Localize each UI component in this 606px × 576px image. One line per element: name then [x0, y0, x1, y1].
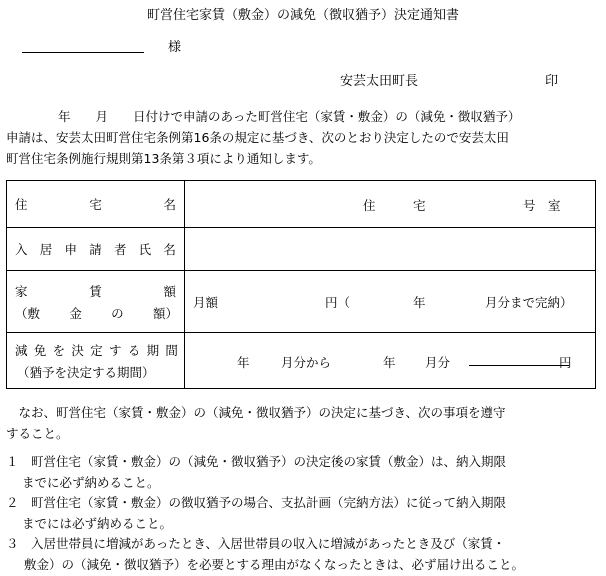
deposit-label-part: 金: [69, 305, 82, 321]
period-label-char: 間: [165, 342, 178, 358]
notes-section: [6, 403, 524, 575]
rent-label-char: 家: [15, 283, 28, 299]
period-label-char: す: [108, 342, 122, 358]
rent-label-char: 賃: [89, 283, 102, 299]
notes-line: なお、町営住宅（家賃・敷金）の（減免・徴収猶予）の決定に基づき、次の事項を遵守: [6, 405, 506, 420]
notes-item-1-cont: までに必ず納めること。: [22, 474, 160, 490]
period-label-char: を: [52, 342, 66, 358]
notes-item-3-cont: 敷金）の（減免・徴収猶予）を必要とする理由がなくなったときは、必ず届け出ること。: [24, 556, 525, 572]
period-label-cell: [7, 333, 185, 389]
rent-value-cell[interactable]: [185, 271, 596, 333]
decision-table: [6, 180, 596, 389]
period-yen-label: 円: [559, 355, 572, 370]
notes-spacer: [6, 444, 524, 452]
applicant-value-cell[interactable]: [185, 228, 596, 271]
applicant-label-char: 名: [163, 242, 176, 257]
period-label-char: 定: [90, 342, 103, 358]
rent-year-label: 年: [413, 295, 426, 310]
intro-line: 申請は、安芸太田町営住宅条例第16条の規定に基づき、次のとおり決定したので安芸太田: [6, 130, 509, 145]
period-label-char: 決: [71, 342, 84, 358]
notes-line: すること。: [6, 425, 69, 441]
period-label-char: 免: [33, 342, 47, 358]
period-label-char: る: [127, 342, 141, 358]
period-year2-label: 年: [383, 355, 396, 370]
housing-value-left: 住 宅: [363, 198, 426, 213]
issuer-name: 安芸太田町長: [340, 74, 419, 89]
seal-mark: 印: [545, 74, 559, 89]
applicant-label-char: 氏: [138, 242, 152, 257]
rent-row: [7, 271, 596, 333]
notes-item-2: ２ 町営住宅（家賃・敷金）の徴収猶予の場合、支払計画（完納方法）に従って納入期限: [6, 495, 507, 510]
applicant-row: [7, 228, 596, 271]
period-row: [7, 333, 596, 389]
intro-paragraph: [6, 106, 520, 169]
period-label-char: 減: [15, 342, 28, 358]
housing-row: [7, 181, 596, 228]
applicant-label-char: 請: [89, 242, 102, 257]
housing-label-cell: [7, 181, 185, 228]
period-from-label: 月分から: [281, 355, 332, 370]
rent-monthly-label: 月額: [193, 295, 219, 310]
deposit-label-part: （敷: [15, 305, 41, 321]
period-label-char: 期: [146, 342, 160, 358]
deferment-period-label: （猶予を決定する期間）: [17, 364, 155, 380]
deposit-label-part: 額）: [152, 305, 178, 321]
rent-label-char: 額: [163, 283, 176, 299]
period-month-label: 月分: [425, 355, 451, 370]
period-amount-blank[interactable]: [469, 353, 569, 369]
notes-item-1: １ 町営住宅（家賃・敷金）の（減免・徴収猶予）の決定後の家賃（敷金）は、納入期限: [6, 454, 507, 469]
applicant-label-char: 申: [64, 242, 77, 257]
housing-label-char: 住: [15, 197, 28, 212]
notes-item-3: ３ 入居世帯員に増減があったとき、入居世帯員の収入に増減があったとき及び（家賃・: [6, 536, 506, 551]
period-value-cell[interactable]: [185, 333, 596, 389]
document-title: 町営住宅家賃（敷金）の減免（徴収猶予）決定通知書: [146, 8, 459, 23]
period-year1-label: 年: [237, 355, 250, 370]
housing-value-right: 号 室: [523, 198, 561, 213]
rent-paid-until-label: 月分まで完納）: [485, 295, 573, 310]
rent-label-cell: [7, 271, 185, 333]
housing-label-char: 名: [163, 197, 176, 212]
deposit-label-part: の: [111, 305, 124, 321]
addressee-blank-line: [22, 52, 144, 53]
applicant-label-char: 者: [113, 242, 127, 257]
rent-yen-label: 円（: [325, 295, 351, 310]
housing-value-cell[interactable]: [185, 181, 596, 228]
addressee-suffix: 様: [168, 40, 182, 55]
notes-item-2-cont: までには必ず納めること。: [22, 515, 173, 531]
housing-label-char: 宅: [89, 197, 102, 212]
intro-line: 町営住宅条例施行規則第13条第３項により通知します。: [6, 151, 321, 166]
applicant-label-cell: [7, 228, 185, 271]
applicant-label-char: 入: [15, 242, 28, 257]
intro-line: 年 月 日付けで申請のあった町営住宅（家賃・敷金）の（減免・徴収猶予）: [58, 109, 521, 124]
applicant-label-char: 居: [39, 242, 53, 257]
